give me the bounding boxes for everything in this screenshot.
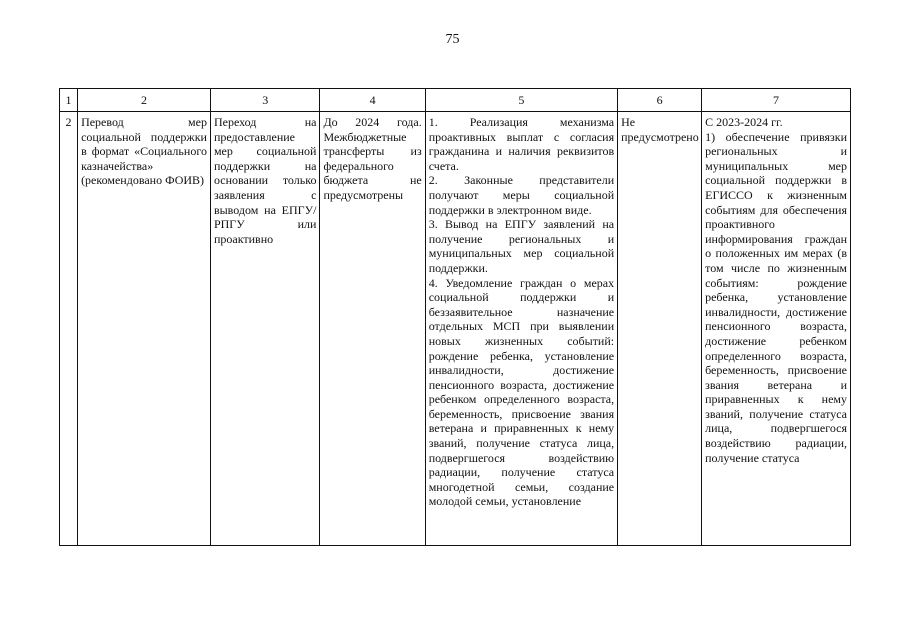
measure-funding: Не предусмотрено: [618, 112, 702, 546]
table-header-row: [60, 89, 851, 112]
header-cell-5: 5: [425, 89, 617, 112]
measure-deadline: До 2024 года. Межбюджетные трансферты из федерального бюджета не предусмотрены: [320, 112, 425, 546]
result-item-1: 1. Реализация механизма проактивных выплат с согласия гражданина и наличия реквизитов счета.: [428, 115, 615, 173]
header-cell-6: 6: [618, 89, 702, 112]
result-item-3: 3. Вывод на ЕПГУ заявлений на получение региональных и муниципальных мер социальной поддержки.: [428, 217, 615, 275]
result-item-2: 2. Законные представители получают меры социальной поддержки в электронном виде.: [428, 173, 615, 217]
table-row: [60, 112, 851, 546]
row-number: 2: [60, 112, 78, 546]
page-number: 75: [445, 32, 460, 47]
header-cell-1: 1: [60, 89, 78, 112]
measure-transition: Переход на предоставление мер социальной поддержки на основании только заявления с выводом на ЕПГУ/РПГУ или проактивно: [210, 112, 320, 546]
plan-item-1: 1) обеспечение привязки региональных и муниципальных мер социальной поддержки в ЕГИССО к жизненным событиям для обеспечения проактивного информирования граждан о положенных им мерах (в том числе по жизненным событиям: рождение ребенка, установление инвалидности, достижение пенсионного возраста, достижение ребенком определенного возраста, беременность, присвоение звания ветерана и приравненных к нему званий, получение статуса лица, подвергшегося воздействию радиации, получение статуса: [705, 129, 847, 465]
header-cell-3: 3: [210, 89, 320, 112]
measure-plan-cell: [702, 112, 851, 546]
measures-table: [59, 88, 851, 546]
plan-period: С 2023-2024 гг.: [705, 115, 783, 129]
result-item-4: 4. Уведомление граждан о мерах социальной поддержки и беззаявительное назначение отдельных МСП при выявлении новых жизненных событий: рождение ребенка, установление инвалидности, достижение пенсионного возраста, достижение ребенком определенного возраста, беременность, присвоение звания ветерана и приравненных к нему званий, получение статуса лица, подвергшегося воздействию радиации, получение статуса многодетной семьи, создание молодой семьи, установление: [428, 275, 615, 509]
header-cell-2: 2: [78, 89, 211, 112]
header-cell-4: 4: [320, 89, 425, 112]
measure-results-cell: [425, 112, 617, 546]
header-cell-7: 7: [702, 89, 851, 112]
measure-name: Перевод мер социальной поддержки в формат «Социального казначейства» (рекомендовано ФОИВ): [78, 112, 211, 546]
